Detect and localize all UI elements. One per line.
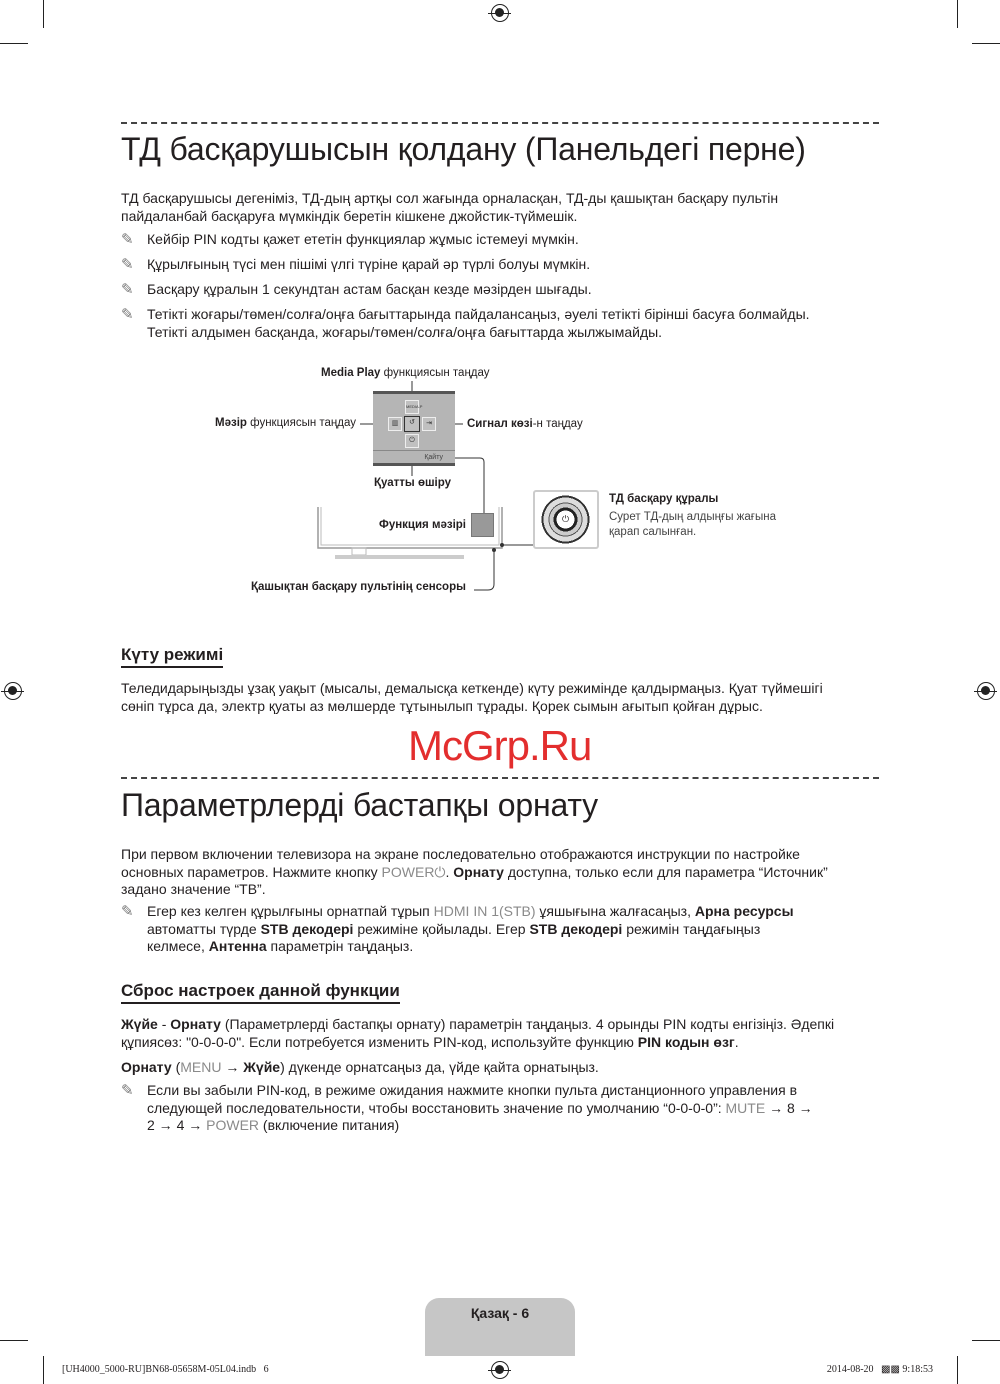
text-segment: -: [157, 1016, 171, 1032]
text-segment: основных параметров. Нажмите кнопку: [121, 863, 382, 880]
reset-heading: Сброс настроек данной функции: [121, 981, 400, 1004]
text-segment: Если вы забыли PIN-код, в режиме ожидания нажмите кнопки пульта дистанционного управления в: [147, 1082, 798, 1098]
media-play-label: [321, 367, 490, 379]
bold-text: STB декодері: [529, 920, 623, 937]
remote-sensor-label: Қашықтан басқару пультінің сенсоры: [251, 581, 466, 593]
crop-mark: [957, 1356, 958, 1384]
registration-mark-icon: [491, 1361, 509, 1379]
text-line: [121, 1034, 739, 1051]
text-segment: Басқару құралын 1 секундтан астам басқан кезде мәзірден шығады.: [147, 281, 592, 297]
text-line: [121, 846, 800, 863]
text-segment: келмесе,: [147, 938, 209, 955]
joystick-box: [533, 490, 599, 549]
text-segment: Тетікті алдымен басқанда, жоғары/төмен/солға/оңға бағыттарда жылжымайды.: [147, 323, 663, 340]
text-segment: Егер кез келген құрылғыны орнатпай тұрып: [147, 903, 434, 919]
bold-text: Орнату: [170, 1016, 221, 1032]
timestamp: 2014-08-20 ▩▩ 9:18:53: [826, 1364, 933, 1375]
note-pencil-icon: ✎: [121, 281, 134, 298]
label-bold: Сигнал көзі: [467, 418, 533, 430]
section-title: ТД басқарушысын қолдану (Панельдегі перне): [121, 131, 806, 167]
text-segment: автоматты түрде: [147, 920, 261, 937]
crop-mark: [0, 1340, 28, 1341]
function-menu-label: Функция мәзірі: [379, 519, 466, 531]
key-name-text: MUTE: [725, 1099, 766, 1116]
controller-desc: қарап салынған.: [609, 526, 697, 538]
note-pencil-icon: ✎: [121, 256, 134, 273]
controller-title: ТД басқару құралы: [609, 493, 719, 505]
bold-text: Арна ресурсы: [694, 903, 794, 919]
watermark: McGrp.Ru: [408, 722, 592, 769]
bold-text: STB декодері: [260, 920, 354, 937]
text-segment: ТД басқарушысы дегеніміз, ТД-дың артқы сол жағында орналасқан, ТД-ды қашықтан басқару пультін: [121, 190, 779, 206]
text-line: [147, 903, 794, 920]
text-segment: ұяшығына жалғасаңыз,: [535, 903, 695, 919]
standby-heading: Күту режимі: [121, 645, 223, 668]
section-divider: [121, 777, 879, 779]
text-segment: (включение питания): [259, 1117, 400, 1134]
text-line: [147, 921, 760, 938]
key-name-text: HDMI IN 1(STB): [433, 903, 536, 919]
file-info: [UH4000_5000-RU]BN68-05658M-05L04.indb 6: [62, 1364, 269, 1375]
note-pencil-icon: ✎: [121, 903, 134, 920]
function-menu-button[interactable]: [471, 513, 494, 537]
text-line: [147, 1100, 813, 1117]
text-segment: (Параметрлерді бастапқы орнату) параметрін таңдаңыз. 4 орынды PIN кодты енгізіңіз. Әдепкі: [220, 1016, 835, 1032]
source-label: [467, 418, 583, 430]
text-line: [121, 698, 763, 715]
page-tab: [425, 1298, 575, 1356]
crop-mark: [972, 1340, 1000, 1341]
text-segment: →: [221, 1059, 244, 1075]
text-line: [121, 680, 823, 697]
media-play-button[interactable]: MEDIA.P: [405, 400, 419, 414]
joystick-icon[interactable]: ⏻: [540, 495, 591, 544]
text-line: [121, 881, 266, 898]
text-line: [121, 1016, 834, 1033]
text-segment: Тетікті жоғары/төмен/солға/оңға бағыттарында пайдалансаңыз, әуелі тетікті бірінші басуға болмайды.: [147, 306, 810, 322]
text-segment: → 8 →: [765, 1099, 813, 1116]
note-pencil-icon: ✎: [121, 231, 134, 248]
text-segment: сөніп тұрса да, электр қуаты аз мөлшерде тұтынылып тұрады. Қорек сымын ағытып қойған дұрыс.: [121, 697, 763, 714]
page-number: Қазақ - 6: [470, 1305, 530, 1321]
diagram-lines: [0, 0, 1000, 620]
power-off-label: Қуатты өшіру: [374, 477, 452, 489]
section-title: Параметрлерді бастапқы орнату: [121, 787, 598, 823]
power-button[interactable]: ⏻: [405, 434, 419, 448]
bold-text: Антенна: [208, 938, 267, 955]
text-segment: ) дүкенде орнатсаңыз да, үйде қайта орнатыңыз.: [280, 1059, 599, 1075]
text-segment: режимін таңдағыңыз: [622, 920, 761, 937]
text-segment: (: [171, 1059, 181, 1075]
text-segment: пайдаланбай басқаруға мүмкіндік беретін кішкене джойстик-түймешік.: [121, 207, 578, 224]
key-name-text: POWER⏻: [381, 863, 446, 880]
text-segment: задано значение “ТВ”.: [121, 881, 266, 898]
text-segment: следующей последовательности, чтобы восстановить значение по умолчанию “0-0-0-0”:: [147, 1099, 726, 1116]
bold-text: PIN кодын өзг: [637, 1033, 735, 1050]
registration-mark-icon: [4, 682, 22, 700]
text-segment: режиміне қойылады. Егер: [353, 920, 530, 937]
return-center-button[interactable]: ↺: [404, 416, 420, 432]
text-segment: құпиясөз: "0-0-0-0". Если потребуется изменить PIN-код, используйте функцию: [121, 1033, 638, 1050]
text-segment: 2 → 4 →: [147, 1117, 207, 1134]
controller-desc: Сурет ТД-дың алдыңғы жағына: [609, 511, 776, 523]
text-segment: .: [445, 863, 454, 880]
label-text: функциясын таңдау: [246, 417, 356, 429]
key-name-text: MENU: [180, 1059, 222, 1075]
label-bold: Мәзір: [215, 417, 247, 429]
source-button[interactable]: ⇥: [422, 417, 436, 431]
key-name-text: POWER: [206, 1117, 260, 1134]
text-segment: параметрін таңдаңыз.: [266, 938, 414, 955]
bold-text: Орнату: [453, 863, 504, 880]
text-segment: Құрылғының түсі мен пішімі үлгі түріне қарай әр түрлі болуы мүмкін.: [147, 256, 591, 272]
text-line: [147, 1117, 399, 1134]
text-segment: При первом включении телевизора на экране последовательно отображаются инструкции по настройке: [121, 846, 800, 862]
text-segment: доступна, только если для параметра “Источник”: [503, 863, 828, 880]
label-text: функциясын таңдау: [380, 367, 490, 379]
note-pencil-icon: ✎: [121, 306, 134, 323]
note-pencil-icon: ✎: [121, 1082, 134, 1099]
label-text: -н таңдау: [532, 418, 583, 430]
menu-label: [215, 417, 356, 429]
registration-mark-icon: [977, 682, 995, 700]
menu-button[interactable]: ▥: [388, 417, 402, 431]
bold-text: Жүйе: [121, 1016, 158, 1032]
control-panel: [373, 391, 455, 466]
text-line: [121, 1059, 599, 1076]
bold-text: Жүйе: [243, 1059, 281, 1075]
label-bold: Media Play: [321, 367, 381, 379]
bold-text: Орнату: [121, 1059, 172, 1075]
text-segment: Теледидарыңызды ұзақ уақыт (мысалы, демалысқа кеткенде) күту режимінде қалдырмаңыз. Қуат түймешігі: [121, 680, 823, 696]
text-line: [147, 1082, 797, 1099]
panel-return-strip: Қайту: [373, 450, 455, 464]
text-segment: .: [734, 1033, 739, 1050]
text-line: [121, 864, 828, 881]
crop-mark: [43, 1356, 44, 1384]
text-segment: Кейбір PIN кодты қажет ететін функциялар жұмыс істемеуі мүмкін.: [147, 231, 579, 247]
text-line: [147, 938, 413, 955]
